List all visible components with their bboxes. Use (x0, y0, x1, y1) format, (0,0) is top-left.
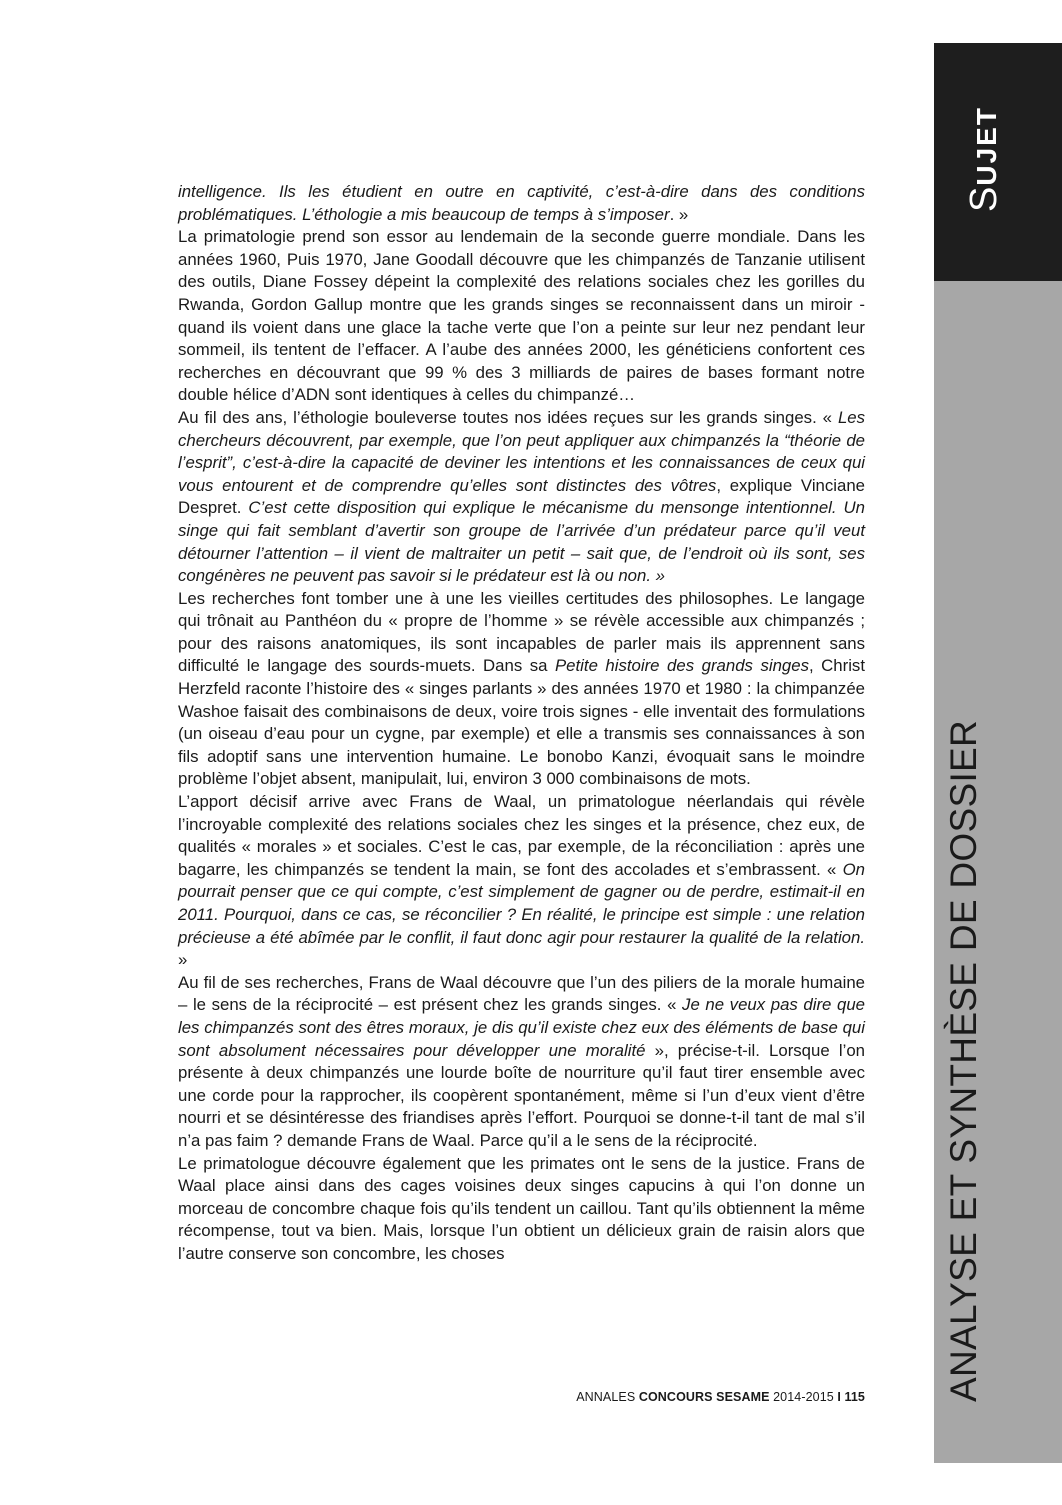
footer-concours: CONCOURS SESAME (638, 1390, 770, 1404)
sujet-rest: UJET (971, 106, 1002, 186)
text-run: . » (669, 204, 689, 224)
section-title: ANALYSE ET SYNTHÈSE DE DOSSIER (943, 719, 984, 1402)
paragraph (178, 226, 865, 407)
italic-run: intelligence. Ils les étudient en outre en captivité, c’est-à-dire dans des conditions problématiques. L’éthologie a mis beaucoup de temps à s’imposer (178, 182, 865, 224)
footer-annales: ANNALES (576, 1390, 639, 1404)
text-run: Au fil des ans, l’éthologie bouleverse toutes nos idées reçues sur les grands singes. « (178, 407, 838, 427)
text-run: La primatologie prend son essor au lendemain de la seconde guerre mondiale. Dans les années 1960, Puis 1970, Jane Goodall découvre que les chimpanzés de Tanzanie utilisent des outils, Diane Fossey dépeint la complexité des relations sociales chez les gorilles du Rwanda, Gordon Gallup montre que les grands singes se reconnaissent dans un miroir - quand ils voient dans une glace la tache verte que l’on a peinte sur leur nez pendant leur sommeil, ils tentent de l’effacer. A l’aube des années 2000, les généticiens confortent ces recherches en découvrant que 99 % des 3 milliards de paires de bases formant notre double hélice d’ADN sont identiques à celles du chimpanzé… (178, 227, 865, 405)
italic-run: Petite histoire des grands singes (554, 656, 809, 676)
paragraph (178, 407, 865, 588)
footer-year: 2014-2015 (769, 1390, 838, 1404)
text-run: L’apport décisif arrive avec Frans de Waal, un primatologue néerlandais qui révèle l’incroyable complexité des relations sociales chez les singes et la présence, chez eux, de qualités « morales » et sociales. C’est le cas, par exemple, de la réconciliation : après une bagarre, les chimpanzés se tendent la main, se font des accolades et s’embrassent. « (178, 792, 865, 879)
sujet-label (963, 106, 1006, 212)
text-run: Au fil de ses recherches, Frans de Waal découvre que l’un des piliers de la morale humaine – le sens de la réciprocité – est présent chez les grands singes. « (178, 972, 865, 1015)
sujet-initial: S (963, 185, 1005, 212)
page-number: I 115 (837, 1390, 865, 1404)
paragraph (178, 1153, 865, 1266)
paragraph (178, 181, 865, 226)
paragraph (178, 588, 865, 791)
italic-run: On pourrait penser que ce qui compte, c’est simplement de gagner ou de perdre, estimait-il en 2011. Pourquoi, dans ce cas, se réconcilier ? En réalité, le principe est simple : une relation précieuse a été abîmée par le conflit, il faut donc agir pour restaurer la qualité de la relation. (178, 859, 865, 947)
italic-run: Les chercheurs découvrent, par exemple, que l’on peut appliquer aux chimpanzés la “théorie de l’esprit”, c’est-à-dire la capacité de deviner les intentions et les connaissances de ceux qui vous entourent et de comprendre qu’elles sont distinctes des vôtres (178, 407, 865, 495)
paragraph (178, 972, 865, 1153)
italic-run: C’est cette disposition qui explique le mécanisme du mensonge intentionnel. Un singe qui fait semblant d’avertir son groupe de l’arrivée d’un prédateur parce qu’il veut détourner l’attention – il vient de maltraiter un petit – sait que, de l’endroit où ils sont, ses congénères ne peuvent pas savoir si le prédateur est là ou non. » (178, 498, 865, 586)
italic-run: Je ne veux pas dire que les chimpanzés sont des êtres moraux, je dis qu’il existe chez eux des éléments de base qui sont absolument nécessaires pour développer une moralité (178, 995, 866, 1060)
text-run: Les recherches font tomber une à une les vieilles certitudes des philosophes. Le langage qui trônait au Panthéon du « propre de l’homme » se révèle accessible aux chimpanzés ; pour des raisons anatomiques, ils sont incapables de parler mais ils apprennent sans difficulté le langage des sourds-muets. Dans sa (178, 588, 865, 676)
article-text (178, 181, 865, 1266)
text-run: , Christ Herzfeld raconte l’histoire des « singes parlants » des années 1970 et 1980 : la chimpanzée Washoe faisait des combinaisons de deux, voire trois signes - elle inventait des formulations (un oiseau d’eau pour un cygne, par exemple) et elle a transmis ses connaissances à son fils adoptif sans une intervention humaine. Le bonobo Kanzi, évoquait sans le moindre problème l’objet absent, manipulait, lui, environ 3 000 combinaisons de mots. (178, 656, 865, 789)
text-run: » (178, 950, 188, 970)
text-run: , explique Vinciane Despret. (178, 475, 865, 518)
page-footer (576, 1390, 865, 1404)
text-run: Le primatologue découvre également que les primates ont le sens de la justice. Frans de Waal place ainsi dans des cages voisines deux singes capucins à qui l’on donne un morceau de concombre chaque fois qu’ils tendent un caillou. Tant qu’ils obtiennent la même récompense, tout va bien. Mais, lorsque l’un obtient un délicieux grain de raisin alors que l’autre conserve son concombre, les choses (178, 1153, 865, 1263)
text-run: », précise-t-il. Lorsque l’on présente à deux chimpanzés une lourde boîte de nourriture qu’il faut tirer ensemble avec une corde pour la rapprocher, ils coopèrent spontanément, même si l’un d’eux vient d’être nourri et se désintéresse des friandises après l’effort. Pourquoi se donne-t-il tant de mal s’il n’a pas faim ? demande Frans de Waal. Parce qu’il a le sens de la réciprocité. (178, 1040, 865, 1150)
paragraph (178, 791, 865, 972)
